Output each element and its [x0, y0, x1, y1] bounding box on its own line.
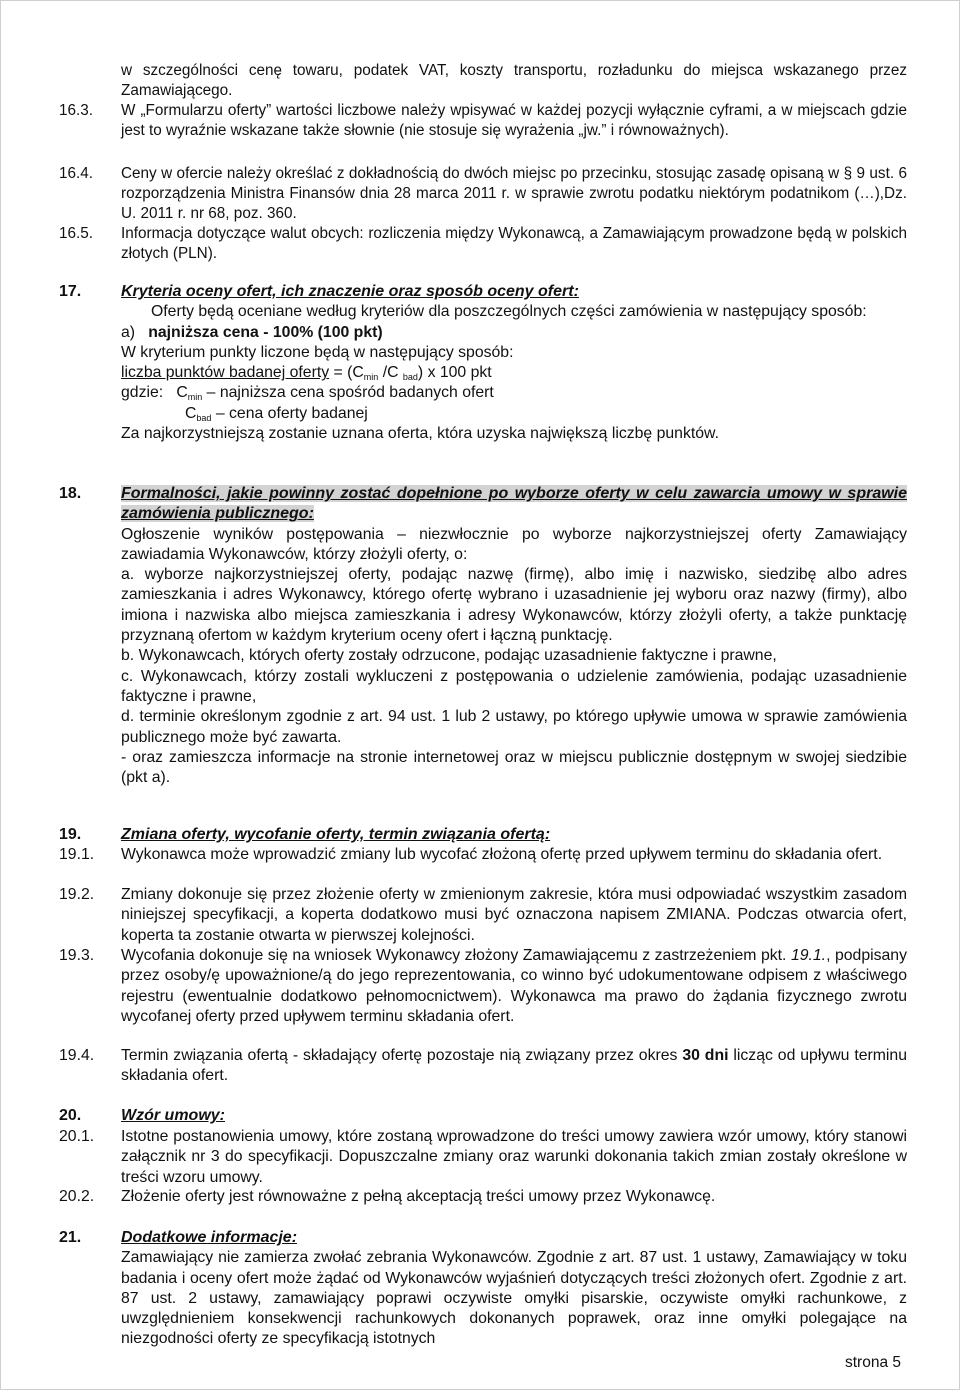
- item-number: 16.3.: [59, 102, 94, 119]
- formula: liczba punktów badanej oferty = ($C_{min}$ /C $_{bad}$) x 100 pkt: [121, 364, 492, 383]
- section-number: 21.: [59, 1229, 82, 1246]
- formula-legend-min: gdzie: $C_{min}$ – najniższa cena spośród badanych ofert: [121, 384, 494, 403]
- page-number: strona 5: [844, 1354, 901, 1371]
- list-item: d. terminie określonym zgodnie z art. 94 ust. 1 lub 2 ustawy, po którego upływie umowa w sprawie zamówienia publicznego może być zawarta.: [121, 708, 907, 746]
- criterion-letter: a): [121, 323, 136, 341]
- item-number: 20.2.: [59, 1188, 95, 1205]
- paragraph: Oferty będą oceniane według kryteriów dla poszczególnych części zamówienia w następujący sposób:: [151, 303, 867, 321]
- section-title: Dodatkowe informacje:: [121, 1229, 298, 1246]
- item-16-4: [59, 164, 907, 224]
- paragraph: Za najkorzystniejszą zostanie uznana oferta, która uzyska największą liczbę punktów.: [121, 425, 719, 443]
- item-16-3: [59, 101, 907, 141]
- section-number: 20.: [59, 1107, 82, 1124]
- item-number: 19.4.: [59, 1047, 95, 1064]
- section-17: [59, 282, 907, 444]
- item-number: 19.3.: [59, 947, 95, 964]
- section-21: [59, 1228, 907, 1350]
- section-19: [59, 825, 907, 845]
- criterion: najniższa cena - 100% (100 pkt): [148, 323, 383, 341]
- section-title: Kryteria oceny ofert, ich znaczenie oraz sposób oceny ofert:: [121, 283, 579, 300]
- item-19-1: [59, 845, 907, 865]
- paragraph: W „Formularzu oferty” wartości liczbowe należy wpisywać w każdej pozycji wyłącznie cyframi, a w miejscach gdzie jest to wyraźnie wskazane także słownie (nie stosuje się wyrażenia „jw.” i równoważnych).: [121, 102, 907, 139]
- section-number: 17.: [59, 283, 82, 300]
- paragraph: Informacja dotyczące walut obcych: rozliczenia między Wykonawcą, a Zamawiającym prowadzone będą w polskich złotych (PLN).: [121, 225, 907, 262]
- item-20-1: [59, 1127, 907, 1188]
- section-number: 18.: [59, 485, 82, 502]
- list-item: b. Wykonawcach, których oferty zostały odrzucone, podając uzasadnienie faktyczne i prawne,: [121, 647, 777, 665]
- item-number: 19.2.: [59, 886, 95, 903]
- paragraph: w szczególności cenę towaru, podatek VAT, koszty transportu, rozładunku do miejsca wskazanego przez Zamawiającego.: [121, 62, 907, 99]
- item-19-4: 19.4. Termin związania ofertą - składający ofertę pozostaje nią związany przez okres 30 dni licząc od upływu terminu składania ofert.: [59, 1047, 907, 1085]
- item-number: 20.1.: [59, 1128, 95, 1145]
- section-18: [59, 484, 907, 788]
- item-number: 16.5.: [59, 225, 94, 242]
- paragraph: Zamawiający nie zamierza zwołać zebrania Wykonawców. Zgodnie z art. 87 ust. 1 ustawy, Zamawiający w toku badania i oceny ofert może żądać od Wykonawców wyjaśnień dotyczących treści złożonych ofert. Zgodnie z art. 87 ust. 2 ustawy, zamawiający poprawi oczywiste omyłki pisarskie, oczywiste omyłki rachunkowe, z uwzględnieniem konsekwencji rachunkowych dokonanych poprawek, oraz inne omyłki polegające na niezgodności oferty ze specyfikacją istotnych: [121, 1249, 907, 1348]
- paragraph: Wykonawca może wprowadzić zmiany lub wycofać złożoną ofertę przed upływem terminu do składania ofert.: [121, 846, 883, 863]
- section-title: Formalności, jakie powinny zostać dopełnione po wyborze oferty w celu zawarcia umowy w sprawie zamówienia publicznego:: [121, 485, 907, 523]
- section-title: Zmiana oferty, wycofanie oferty, termin związania ofertą:: [121, 826, 551, 843]
- paragraph: Ogłoszenie wyników postępowania – niezwłocznie po wyborze najkorzystniejszej oferty Zamawiający zawiadamia Wykonawców, którzy złożyli oferty, o:: [121, 525, 907, 563]
- paragraph: Złożenie oferty jest równoważne z pełną akceptacją treści umowy przez Wykonawcę.: [121, 1188, 716, 1205]
- item-number: 19.1.: [59, 846, 95, 863]
- item-number: 16.4.: [59, 165, 94, 182]
- section-title: Wzór umowy:: [121, 1107, 225, 1124]
- paragraph: Ceny w ofercie należy określać z dokładnością do dwóch miejsc po przecinku, stosując zasadę opisaną w § 9 ust. 6 rozporządzenia Ministra Finansów dnia 28 marca 2011 r. w sprawie zwrotu podatku niektórym podatnikom (…),Dz. U. 2011 r. nr 68, poz. 360.: [121, 165, 907, 222]
- list-item: c. Wykonawcach, którzy zostali wykluczeni z postępowania o udzielenie zamówienia, podając uzasadnienie faktyczne i prawne,: [121, 667, 907, 705]
- list-item: - oraz zamieszcza informacje na stronie internetowej oraz w miejscu publicznie dostępnym w swojej siedzibie (pkt a).: [121, 748, 907, 787]
- list-item: a. wyborze najkorzystniejszej oferty, podając nazwę (firmę), albo imię i nazwisko, siedzibę albo adres zamieszkania i adres Wykonawcy, którego ofertę wybrano i uzasadnienie jej wyboru oraz nazwy (firmy), albo imiona i nazwiska albo miejsca zamieszkania i adresy Wykonawców, którzy złożyli oferty, a także punktację przyznaną ofertom w każdym kryterium oceny ofert i łączną punktację.: [121, 566, 907, 645]
- formula-label: liczba punktów badanej oferty: [121, 364, 330, 382]
- paragraph: W kryterium punkty liczone będą w następujący sposób:: [121, 343, 514, 361]
- section-number: 19.: [59, 826, 82, 843]
- item-20-2: [59, 1187, 907, 1207]
- paragraph: Istotne postanowienia umowy, które zostaną wprowadzone do treści umowy zawiera wzór umowy, który stanowi załącznik nr 3 do specyfikacji. Dopuszczalne zmiany oraz warunki dokonania takich zmian zostały określone w treści wzoru umowy.: [121, 1128, 907, 1186]
- item-19-2: [59, 885, 907, 946]
- paragraph: Zmiany dokonuje się przez złożenie oferty w zmienionym zakresie, która musi odpowiadać wszystkim zasadom niniejszej specyfikacji, a koperta dodatkowo musi być oznaczona napisem ZMIANA. Podczas otwarcia ofert, koperta ta zostanie otwarta w pierwszej kolejności.: [121, 886, 907, 944]
- formula-legend-bad: $C_{bad}$ – cena oferty badanej: [185, 404, 368, 423]
- section-20: [59, 1106, 907, 1126]
- item-19-3: 19.3. Wycofania dokonuje się na wniosek Wykonawcy złożony Zamawiającemu z zastrzeżeniem pkt. 19.1., podpisany przez osoby/ę upoważnione/ą do jego reprezentowania, co winno być udokumentowane odpisem z właściwego rejestru (ewentualnie dodatkowo pełnomocnictwem). Wykonawca ma prawo do żądania fizycznego zwrotu wycofanej oferty przed upływem terminu składania ofert.: [59, 947, 907, 1025]
- item-16-5: [59, 224, 907, 264]
- section-16-continuation: [59, 61, 907, 101]
